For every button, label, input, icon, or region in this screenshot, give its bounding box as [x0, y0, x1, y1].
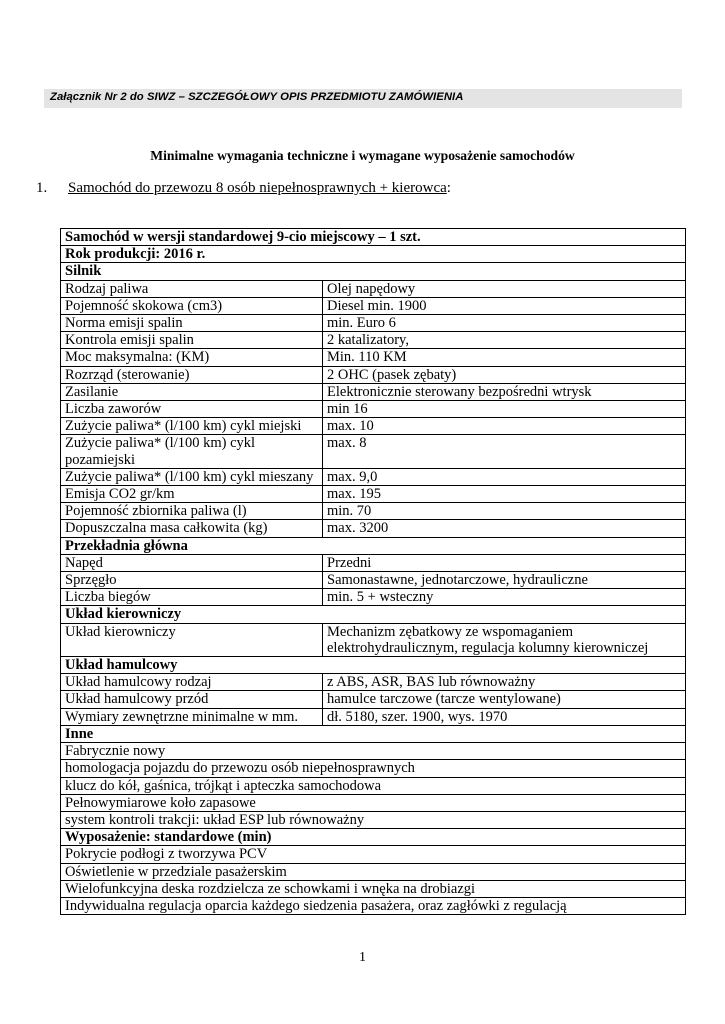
section-number: 1. — [36, 180, 48, 196]
spec-key-cell: Rozrząd (sterowanie) — [61, 366, 323, 383]
annex-header: Załącznik Nr 2 do SIWZ – SZCZEGÓŁOWY OPIS PRZEDMIOTU ZAMÓWIENIA — [50, 91, 464, 103]
spec-value-cell: max. 195 — [323, 486, 686, 503]
spec-key-cell: Norma emisji spalin — [61, 315, 323, 332]
spec-key-cell: Zasilanie — [61, 383, 323, 400]
spec-value-cell: 2 katalizatory, — [323, 332, 686, 349]
table-row — [61, 760, 686, 777]
spec-key-cell: Zużycie paliwa* (l/100 km) cykl miejski — [61, 418, 323, 435]
table-row — [61, 297, 686, 314]
spec-value-cell: dł. 5180, szer. 1900, wys. 1970 — [323, 708, 686, 725]
section-header-cell: Samochód w wersji standardowej 9-cio miejscowy – 1 szt. — [61, 229, 686, 246]
full-row-cell: system kontroli trakcji: układ ESP lub równoważny — [61, 811, 686, 828]
full-row-cell: homologacja pojazdu do przewozu osób niepełnosprawnych — [61, 760, 686, 777]
table-row — [61, 520, 686, 537]
table-row — [61, 691, 686, 708]
spec-value-cell: max. 10 — [323, 418, 686, 435]
spec-value-cell: z ABS, ASR, BAS lub równoważny — [323, 674, 686, 691]
section-header-cell: Układ kierowniczy — [61, 606, 686, 623]
spec-value-cell: Min. 110 KM — [323, 349, 686, 366]
spec-value-cell: Olej napędowy — [323, 280, 686, 297]
spec-value-cell: min. Euro 6 — [323, 315, 686, 332]
table-row — [61, 743, 686, 760]
table-row — [61, 880, 686, 897]
spec-value-cell: max. 8 — [323, 435, 686, 468]
spec-key-cell: Napęd — [61, 554, 323, 571]
table-row — [61, 315, 686, 332]
table-row — [61, 332, 686, 349]
spec-table — [60, 228, 686, 915]
spec-value-cell: max. 3200 — [323, 520, 686, 537]
spec-key-cell: Wymiary zewnętrzne minimalne w mm. — [61, 708, 323, 725]
spec-key-cell: Pojemność zbiornika paliwa (l) — [61, 503, 323, 520]
spec-key-cell: Układ hamulcowy rodzaj — [61, 674, 323, 691]
section-colon: : — [446, 180, 451, 196]
spec-key-cell: Układ kierowniczy — [61, 623, 323, 656]
table-row — [61, 554, 686, 571]
table-row — [61, 572, 686, 589]
table-row — [61, 246, 686, 263]
table-row — [61, 674, 686, 691]
table-row — [61, 829, 686, 846]
spec-value-cell: Przedni — [323, 554, 686, 571]
table-row — [61, 468, 686, 485]
spec-value-cell: Elektronicznie sterowany bezpośredni wtrysk — [323, 383, 686, 400]
spec-value-cell: min 16 — [323, 401, 686, 418]
spec-value-cell: min. 70 — [323, 503, 686, 520]
spec-value-cell: Mechanizm zębatkowy ze wspomaganiem elektrohydraulicznym, regulacja kolumny kierowniczej — [323, 623, 686, 656]
spec-value-cell: Samonastawne, jednotarczowe, hydrauliczne — [323, 572, 686, 589]
spec-key-cell: Sprzęgło — [61, 572, 323, 589]
section-header-cell: Wyposażenie: standardowe (min) — [61, 829, 686, 846]
section-header-cell: Układ hamulcowy — [61, 657, 686, 674]
table-row — [61, 537, 686, 554]
spec-key-cell: Zużycie paliwa* (l/100 km) cykl pozamiejski — [61, 435, 323, 468]
table-row — [61, 863, 686, 880]
full-row-cell: klucz do kół, gaśnica, trójkąt i apteczka samochodowa — [61, 777, 686, 794]
spec-value-cell: hamulce tarczowe (tarcze wentylowane) — [323, 691, 686, 708]
table-row — [61, 263, 686, 280]
spec-key-cell: Rodzaj paliwa — [61, 280, 323, 297]
table-row — [61, 846, 686, 863]
table-row — [61, 366, 686, 383]
table-row — [61, 383, 686, 400]
table-row — [61, 623, 686, 656]
table-row — [61, 725, 686, 742]
section-header-cell: Rok produkcji: 2016 r. — [61, 246, 686, 263]
table-row — [61, 794, 686, 811]
spec-key-cell: Pojemność skokowa (cm3) — [61, 297, 323, 314]
table-row — [61, 606, 686, 623]
table-row — [61, 435, 686, 468]
table-row — [61, 401, 686, 418]
spec-key-cell: Zużycie paliwa* (l/100 km) cykl mieszany — [61, 468, 323, 485]
section-heading — [36, 180, 451, 197]
spec-key-cell: Moc maksymalna: (KM) — [61, 349, 323, 366]
full-row-cell: Fabrycznie nowy — [61, 743, 686, 760]
section-header-cell: Przekładnia główna — [61, 537, 686, 554]
table-row — [61, 418, 686, 435]
section-header-cell: Inne — [61, 725, 686, 742]
spec-value-cell: max. 9,0 — [323, 468, 686, 485]
table-row — [61, 280, 686, 297]
spec-key-cell: Emisja CO2 gr/km — [61, 486, 323, 503]
table-row — [61, 503, 686, 520]
full-row-cell: Indywidualna regulacja oparcia każdego siedzenia pasażera, oraz zagłówki z regulacją — [61, 897, 686, 914]
table-row — [61, 777, 686, 794]
spec-value-cell: 2 OHC (pasek zębaty) — [323, 366, 686, 383]
table-row — [61, 657, 686, 674]
table-row — [61, 349, 686, 366]
page-number: 1 — [359, 950, 366, 965]
table-row — [61, 589, 686, 606]
full-row-cell: Wielofunkcyjna deska rozdzielcza ze schowkami i wnęka na drobiazgi — [61, 880, 686, 897]
spec-value-cell: Diesel min. 1900 — [323, 297, 686, 314]
full-row-cell: Pełnowymiarowe koło zapasowe — [61, 794, 686, 811]
section-header-cell: Silnik — [61, 263, 686, 280]
section-text: Samochód do przewozu 8 osób niepełnosprawnych + kierowca — [68, 180, 447, 196]
table-row — [61, 897, 686, 914]
full-row-cell: Oświetlenie w przedziale pasażerskim — [61, 863, 686, 880]
table-row — [61, 229, 686, 246]
spec-key-cell: Kontrola emisji spalin — [61, 332, 323, 349]
spec-table-body — [61, 229, 686, 915]
spec-key-cell: Liczba zaworów — [61, 401, 323, 418]
table-row — [61, 708, 686, 725]
spec-value-cell: min. 5 + wsteczny — [323, 589, 686, 606]
table-row — [61, 486, 686, 503]
page-title: Minimalne wymagania techniczne i wymagane wyposażenie samochodów — [150, 148, 575, 163]
spec-key-cell: Dopuszczalna masa całkowita (kg) — [61, 520, 323, 537]
full-row-cell: Pokrycie podłogi z tworzywa PCV — [61, 846, 686, 863]
spec-key-cell: Liczba biegów — [61, 589, 323, 606]
table-row — [61, 811, 686, 828]
spec-key-cell: Układ hamulcowy przód — [61, 691, 323, 708]
